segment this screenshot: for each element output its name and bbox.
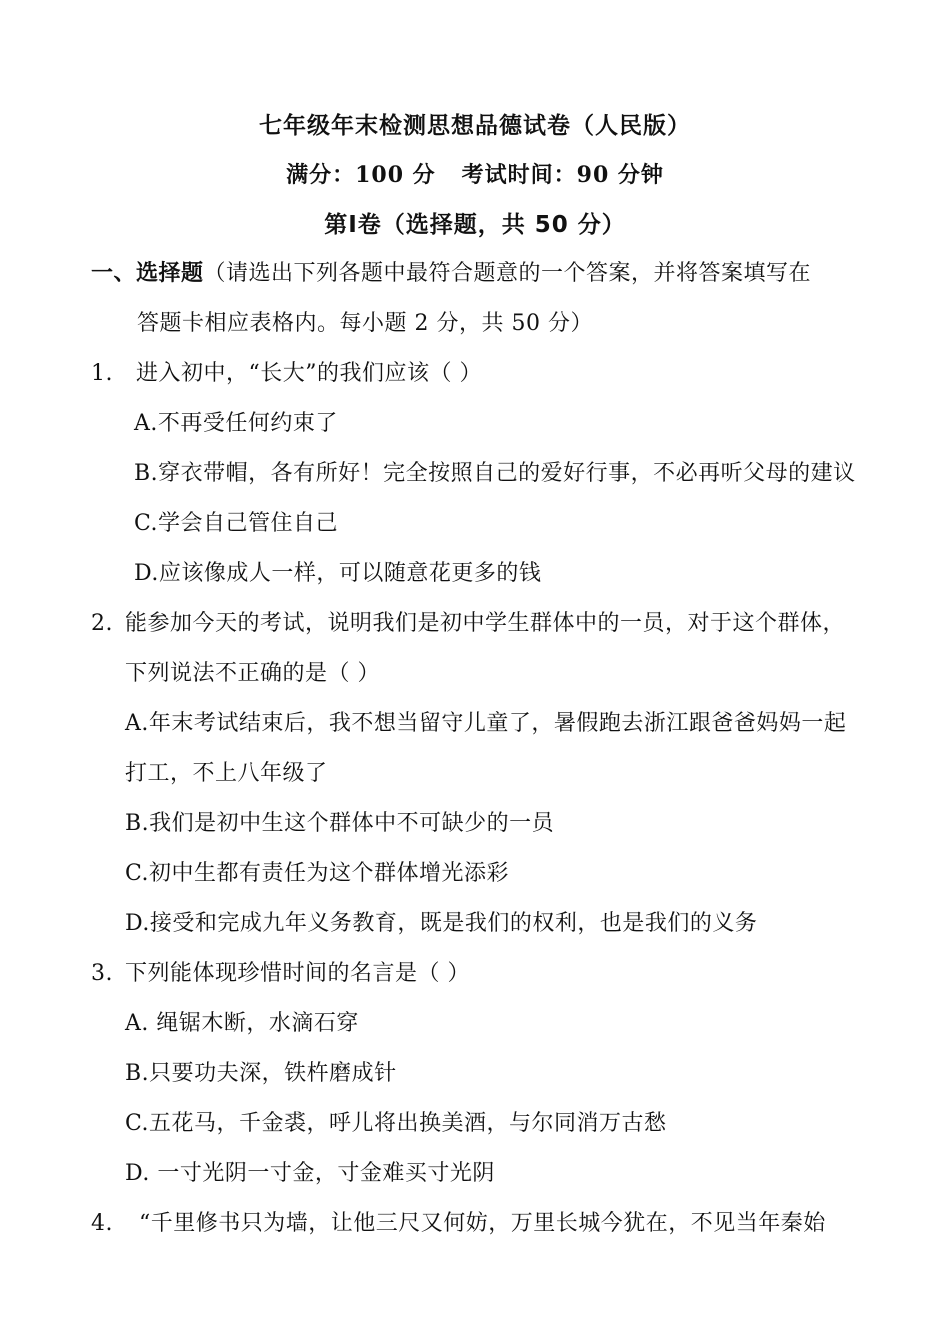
question-stem-line1: 能参加今天的考试，说明我们是初中学生群体中的一员，对于这个群体， <box>125 611 846 636</box>
option-2a: A.年末考试结束后，我不想当留守儿童了，暑假跑去浙江跟爸爸妈妈一起 <box>125 711 847 736</box>
part-instruction-line1: （请选出下列各题中最符合题意的一个答案，并将答案填写在 <box>203 261 812 286</box>
question-3 <box>91 959 470 989</box>
option-3d: D. 一寸光阴一寸金，寸金难买寸光阴 <box>125 1161 495 1186</box>
question-stem-line2: 下列说法不正确的是（ ） <box>125 661 380 686</box>
part-instruction-line2: 答题卡相应表格内。每小题 2 分，共 50 分） <box>137 311 593 336</box>
question-stem: “千里修书只为墙，让他三尺又何妨，万里长城今犹在，不见当年秦始 <box>139 1211 826 1236</box>
option-2d: D.接受和完成九年义务教育，既是我们的权利，也是我们的义务 <box>125 911 758 936</box>
option-1d: D.应该像成人一样，可以随意花更多的钱 <box>134 561 542 586</box>
part-heading: 一、选择题 <box>91 261 204 286</box>
question-stem: 下列能体现珍惜时间的名言是（ ） <box>125 961 470 986</box>
question-number: 4. <box>91 1211 113 1236</box>
option-3a: A. 绳锯木断，水滴石穿 <box>125 1011 359 1036</box>
option-3c: C.五花马，千金裘，呼儿将出换美酒，与尔同消万古愁 <box>125 1111 667 1136</box>
question-2 <box>91 609 845 639</box>
option-3b: B.只要功夫深，铁杵磨成针 <box>125 1061 397 1086</box>
question-number: 1. <box>91 361 113 386</box>
question-4 <box>91 1209 826 1239</box>
option-2c: C.初中生都有责任为这个群体增光添彩 <box>125 861 510 886</box>
section-title: 第Ⅰ卷（选择题，共 50 分） <box>324 212 626 238</box>
option-1c: C.学会自己管住自己 <box>134 511 339 536</box>
question-1 <box>91 359 482 389</box>
exam-meta: 满分：100 分 考试时间：90 分钟 <box>286 162 664 188</box>
question-number: 2. <box>91 611 113 636</box>
option-2b: B.我们是初中生这个群体中不可缺少的一员 <box>125 811 555 836</box>
part-heading-row <box>91 259 811 289</box>
question-number: 3. <box>91 961 113 986</box>
option-1b: B.穿衣带帽，各有所好！完全按照自己的爱好行事，不必再听父母的建议 <box>134 461 856 486</box>
option-2a-cont: 打工，不上八年级了 <box>125 761 328 786</box>
option-1a: A.不再受任何约束了 <box>134 411 338 436</box>
question-stem: 进入初中，“长大”的我们应该（ ） <box>136 361 482 386</box>
page-title: 七年级年末检测思想品德试卷（人民版） <box>259 112 691 139</box>
